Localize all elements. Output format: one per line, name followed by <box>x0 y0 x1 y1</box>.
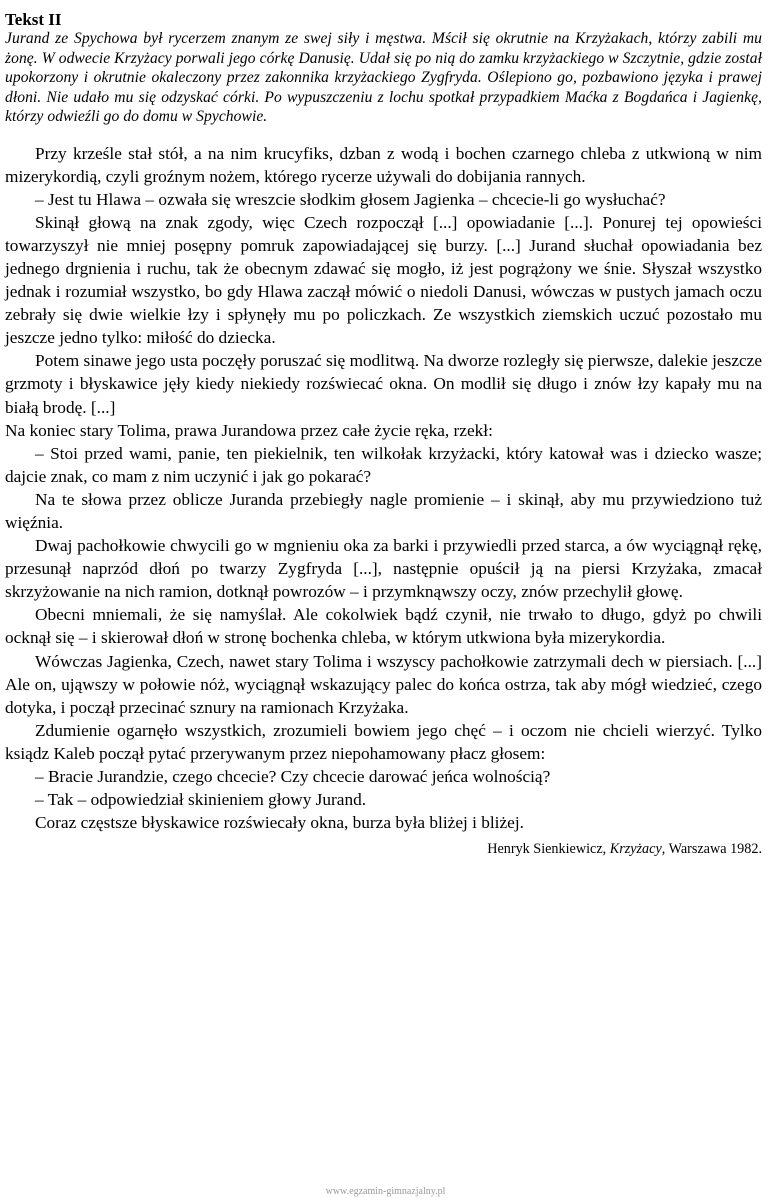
footer-url: www.egzamin-gimnazjalny.pl <box>325 1186 446 1197</box>
paragraph: Obecni mniemali, że się namyślał. Ale cokolwiek bądź czynił, nie trwało to długo, gdyż po chwili ocknął się – i skierował dłoń w stronę bochenka chleba, w którym utkwiona była mizerykordia. <box>5 605 762 648</box>
paragraph: Wówczas Jagienka, Czech, nawet stary Tolima i wszyscy pachołkowie zatrzymali dech w piersiach. [...] Ale on, ująwszy w połowie nóż, wyciągnął wskazujący palec do końca ostrza, tak aby mógł wiedzieć, czego dotyka, i począł przecinać sznury na ramionach Krzyżaka. <box>5 651 762 717</box>
paragraph: – Stoi przed wami, panie, ten piekielnik, ten wilkołak krzyżacki, który katował was i dziecko wasze; dajcie znak, co mam z nim uczynić i jak go pokarać? <box>5 443 762 486</box>
paragraph: Na te słowa przez oblicze Juranda przebiegły nagle promienie – i skinął, aby mu przywiedziono tuż więźnia. <box>5 489 762 532</box>
paragraph: Coraz częstsze błyskawice rozświecały okna, burza była bliżej i bliżej. <box>35 813 524 833</box>
paragraph: – Tak – odpowiedział skinieniem głowy Jurand. <box>35 790 367 810</box>
paragraph: – Bracie Jurandzie, czego chcecie? Czy chcecie darować jeńca wolnością? <box>35 767 551 787</box>
citation-place-year: , Warszawa 1982. <box>661 841 762 858</box>
paragraph: Na koniec stary Tolima, prawa Jurandowa przez całe życie ręka, rzekł: <box>5 420 493 440</box>
paragraph: Zdumienie ogarnęło wszystkich, zrozumieli bowiem jego chęć – i oczom nie chcieli wierzyć. Tylko ksiądz Kaleb począł pytać przerywanym przez niepohamowany płacz głosem: <box>5 720 762 763</box>
citation-author: Henryk Sienkiewicz, <box>487 841 610 858</box>
intro-summary: Jurand ze Spychowa był rycerzem znanym ze swej siły i męstwa. Mścił się okrutnie na Krzyżakach, którzy zabili mu żonę. W odwecie Krzyżacy porwali jego córkę Danusię. Udał się po nią do zamku krzyżackiego w Szczytnie, gdzie został upokorzony i okrutnie okaleczony przez zakonnika krzyżackiego Zygfryda. Oślepiono go, pozbawiono języka i prawej dłoni. Nie udało mu się odzyskać córki. Po wypuszczeniu z lochu spotkał przypadkiem Maćka z Bogdańca i Jagienkę, którzy odwieźli go do domu w Spychowie. <box>5 30 762 125</box>
citation-work-title: Krzyżacy <box>609 841 662 858</box>
paragraph: Dwaj pachołkowie chwycili go w mgnieniu oka za barki i przywiedli przed starca, a ów wyciągnął rękę, przesunął naprzód dłoń po twarzy Zygfryda [...], następnie opuścił ją na piersi Krzyżaka, zmacał skrzyżowanie na nich ramion, dotknął powrozów – i przymknąwszy oczy, znów przechylił głowę. <box>5 536 762 602</box>
source-citation <box>5 840 762 858</box>
document-page <box>5 10 762 858</box>
paragraph: Skinął głową na znak zgody, więc Czech rozpoczął [...] opowiadanie [...]. Ponurej tej opowieści towarzyszył nie mniej posępny pomruk zapowiadającej się burzy. [...] Jurand słuchał opowiadania bez jednego drgnienia i ruchu, tak że obecnym zdawać się mogło, iż jest pogrążony we śnie. Słyszał wszystko jednak i rozumiał wszystko, bo gdy Hlawa zaczął mówić o niedoli Danusi, wówczas w pustych jamach oczu zebrały się dwie wielkie łzy i spłynęły mu po policzkach. Ze wszystkich ziemskich uczuć pozostało mu jeszcze jedno tylko: miłość do dziecka. <box>5 212 762 348</box>
paragraph: Potem sinawe jego usta poczęły poruszać się modlitwą. Na dworze rozległy się pierwsze, dalekie jeszcze grzmoty i błyskawice jęły kiedy niekiedy rozświecać okna. On modlił się długo i znów łzy kapały mu na białą brodę. [...] <box>5 351 762 417</box>
paragraph: Przy krześle stał stół, a na nim krucyfiks, dzban z wodą i bochen czarnego chleba z utkwioną w nim mizerykordią, czyli groźnym nożem, którego rycerze używali do dobijania rannych. <box>5 143 762 186</box>
excerpt-body <box>5 142 762 835</box>
text-title: Tekst II <box>5 10 62 29</box>
paragraph: – Jest tu Hlawa – ozwała się wreszcie słodkim głosem Jagienka – chcecie-li go wysłuchać? <box>35 189 666 209</box>
